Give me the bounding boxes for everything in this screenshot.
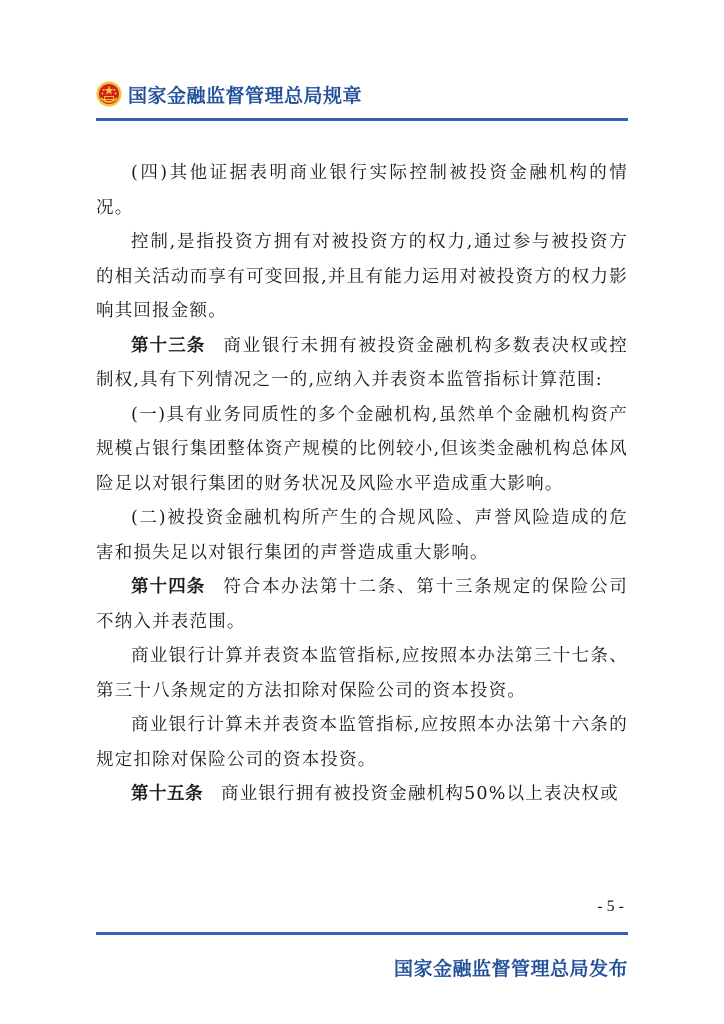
paragraph-text: 商业银行拥有被投资金融机构50%以上表决权或	[221, 784, 619, 804]
paragraph	[96, 225, 628, 329]
paragraph	[96, 708, 628, 777]
paragraph-text: (一)具有业务同质性的多个金融机构,虽然单个金融机构资产规模占银行集团整体资产规模的比例较小,但该类金融机构总体风险足以对银行集团的财务状况及风险水平造成重大影响。	[96, 404, 628, 494]
paragraph-text: 符合本办法第十二条、第十三条规定的保险公司不纳入并表范围。	[96, 577, 629, 632]
header-title: 国家金融监督管理总局规章	[128, 84, 363, 107]
paragraph	[96, 329, 628, 398]
paragraph	[96, 639, 628, 708]
paragraph-text: (四)其他证据表明商业银行实际控制被投资金融机构的情况。	[96, 163, 628, 218]
national-emblem-icon	[96, 81, 122, 107]
paragraph-text: 商业银行计算并表资本监管指标,应按照本办法第三十七条、第三十八条规定的方法扣除对保险公司的资本投资。	[96, 646, 628, 701]
paragraph-text: 商业银行未拥有被投资金融机构多数表决权或控制权,具有下列情况之一的,应纳入并表资本监管指标计算范围:	[96, 335, 629, 390]
paragraph	[96, 156, 628, 225]
footer-text: 国家金融监督管理总局发布	[393, 958, 628, 980]
paragraph-text: 商业银行计算未并表资本监管指标,应按照本办法第十六条的规定扣除对保险公司的资本投资。	[96, 715, 628, 770]
page-number: - 5 -	[597, 898, 624, 915]
article-number: 第十三条	[131, 335, 206, 356]
paragraph-text: 控制,是指投资方拥有对被投资方的权力,通过参与被投资方的相关活动而享有可变回报,并且有能力运用对被投资方的权力影响其回报金额。	[96, 232, 628, 321]
paragraph	[96, 570, 628, 639]
article-number: 第十四条	[131, 577, 206, 597]
paragraph	[96, 398, 628, 502]
document-body	[96, 156, 628, 812]
header-divider	[96, 118, 628, 121]
paragraph	[96, 777, 628, 812]
paragraph	[96, 501, 628, 570]
paragraph-text: (二)被投资金融机构所产生的合规风险、声誉风险造成的危害和损失足以对银行集团的声誉造成重大影响。	[96, 508, 628, 563]
page-header	[96, 74, 362, 114]
footer-divider	[96, 932, 628, 935]
article-number: 第十五条	[131, 784, 203, 804]
